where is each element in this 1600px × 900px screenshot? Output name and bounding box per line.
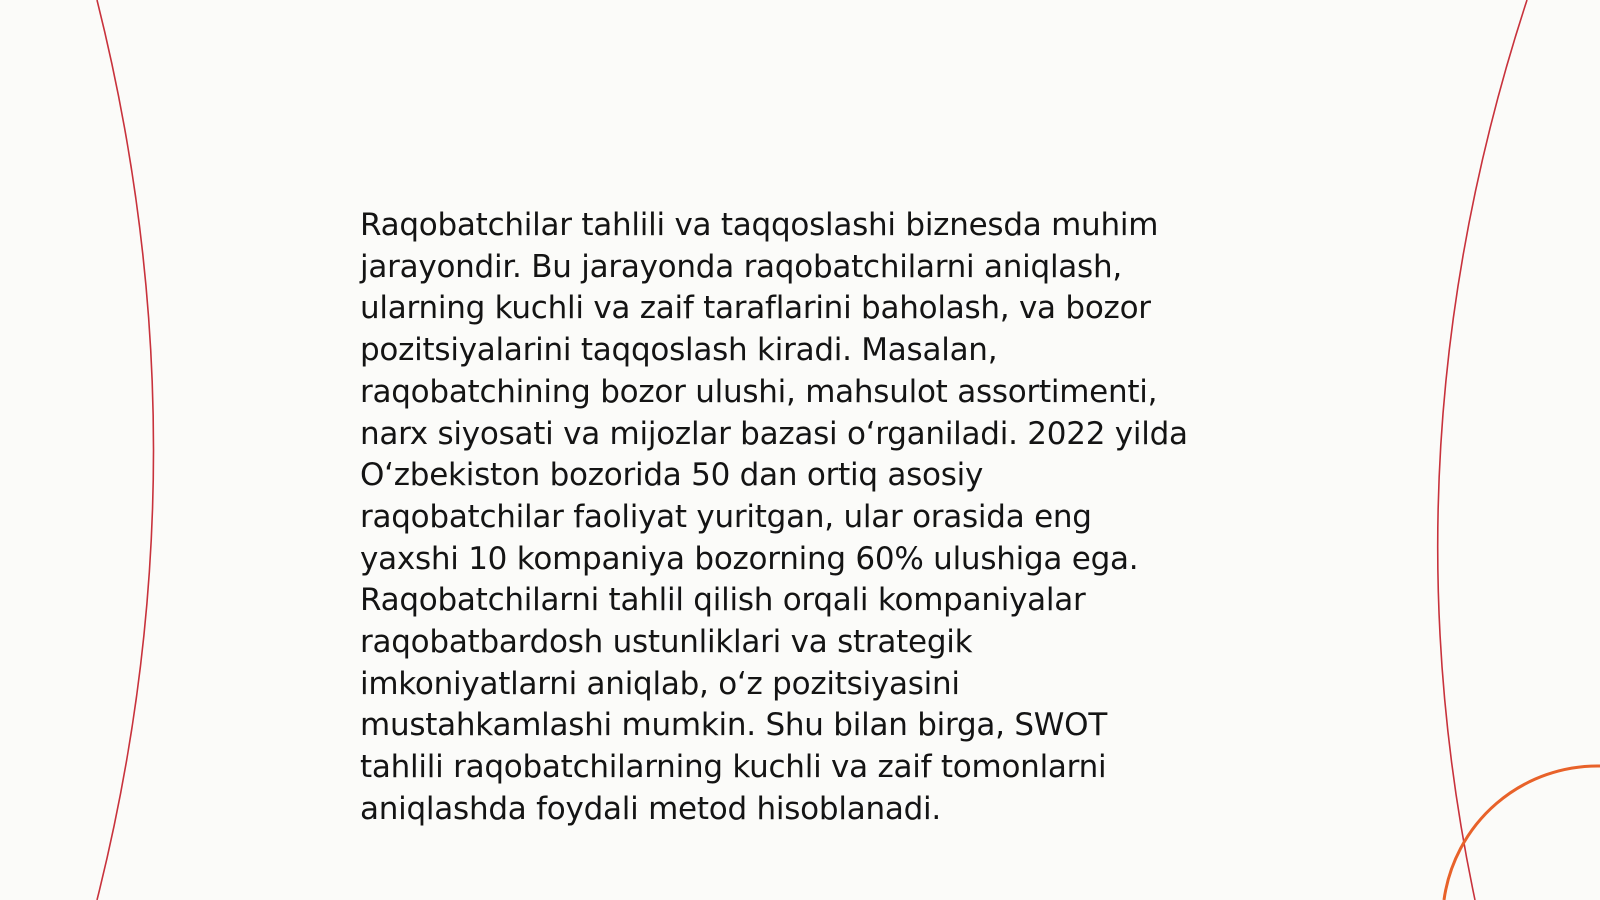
paragraph-line: Raqobatchilarni tahlil qilish orqali kompaniyalar (360, 582, 1086, 619)
paragraph-line: Oʻzbekiston bozorida 50 dan ortiq asosiy (360, 457, 984, 494)
right-arc-line (1438, 0, 1527, 900)
paragraph-line: yaxshi 10 kompaniya bozorning 60% ulushiga ega. (360, 540, 1139, 577)
paragraph-line: mustahkamlashi mumkin. Shu bilan birga, SWOT (360, 707, 1108, 744)
orange-circle-arc (1444, 766, 1600, 900)
left-arc-line (97, 0, 154, 900)
paragraph-line: narx siyosati va mijozlar bazasi oʻrganiladi. 2022 yilda (360, 415, 1188, 452)
paragraph-line: imkoniyatlarni aniqlab, oʻz pozitsiyasini (360, 665, 960, 702)
paragraph-line: raqobatchining bozor ulushi, mahsulot assortimenti, (360, 373, 1158, 410)
paragraph-line: ularning kuchli va zaif taraflarini baholash, va bozor (360, 290, 1151, 327)
paragraph-line: tahlili raqobatchilarning kuchli va zaif tomonlarni (360, 749, 1107, 786)
paragraph-line: pozitsiyalarini taqqoslash kiradi. Masalan, (360, 332, 998, 369)
paragraph-line: aniqlashda foydali metod hisoblanadi. (360, 790, 941, 827)
paragraph-line: jarayondir. Bu jarayonda raqobatchilarni aniqlash, (360, 248, 1122, 285)
paragraph-line: Raqobatchilar tahlili va taqqoslashi biznesda muhim (360, 207, 1159, 243)
body-paragraph (360, 205, 1260, 831)
paragraph-line: raqobatchilar faoliyat yuritgan, ular orasida eng (360, 498, 1092, 535)
paragraph-line: raqobatbardosh ustunliklari va strategik (360, 624, 973, 661)
